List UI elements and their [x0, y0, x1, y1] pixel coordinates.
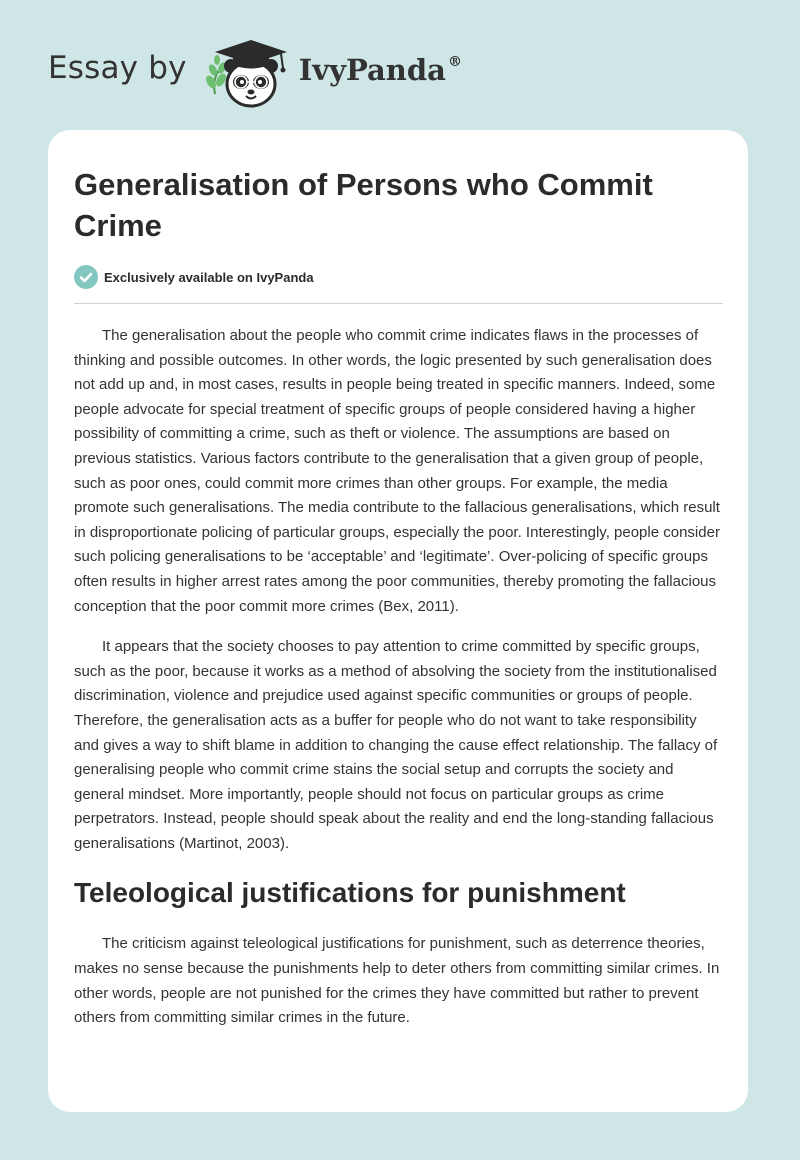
- check-circle-icon: [74, 265, 98, 289]
- essay-card: [48, 130, 748, 1112]
- site-logo[interactable]: [48, 32, 462, 112]
- exclusive-badge: [74, 264, 723, 290]
- paragraph: It appears that the society chooses to pay attention to crime committed by specific groups, such as the poor, because it works as a method of absolving the society from the institutionalised discrimination, violence and prejudice used against specific communities or groups of people. Therefore, the generalisation acts as a buffer for people who do not want to take responsibility and gives a way to shift blame in addition to changing the cause effect relationship. The fallacy of generalising people who commit crime stains the social setup and corrupts the society and general mindset. More importantly, people should not focus on particular groups as crime perpetrators. Instead, people should speak about the reality and end the long-standing fallacious generalisations (Martinot, 2003).: [74, 638, 718, 852]
- trademark-symbol: ®: [447, 54, 462, 71]
- article-body: [74, 324, 723, 1031]
- paragraph: The criticism against teleological justifications for punishment, such as deterrence theories, makes no sense because the punishments help to deter others from committing similar crimes. In other words, people are not punished for the crimes they have committed but rather to prevent others from committing similar crimes in the future.: [74, 935, 720, 1027]
- exclusive-label: Exclusively available on IvyPanda: [104, 269, 314, 285]
- section-heading: Teleological justifications for punishment: [74, 877, 626, 909]
- leaf-sprig-icon: [204, 55, 228, 94]
- page-title: Generalisation of Persons who Commit Crime: [74, 167, 653, 243]
- divider: [74, 303, 723, 304]
- paragraph: The generalisation about the people who commit crime indicates flaws in the processes of thinking and possible outcomes. In other words, the logic presented by such generalisation does not add up and, in most cases, results in people being treated in specific manners. Indeed, some people advocate for special treatment of specific groups of people considered having a higher possibility of committing a crime, such as theft or violence. The assumptions are based on previous statistics. Various factors contribute to the generalisation that a given group of people, such as poor ones, could commit more crimes than other groups. For example, the media promote such generalisations. The media contribute to the fallacious generalisations, which result in disproportionate policing of particular groups, especially the poor. Interestingly, people consider such policing generalisations to be ‘acceptable’ and ‘legitimate’. Over-policing of specific groups often results in higher arrest rates among the poor communities, thereby promoting the fallacious conception that the poor commit more crimes (Bex, 2011).: [74, 327, 720, 615]
- panda-graduation-cap-icon: [201, 32, 293, 112]
- essay-content: [74, 164, 723, 1047]
- essay-by-label: Essay by: [48, 50, 187, 86]
- brand-name: IvyPanda ®: [298, 53, 462, 87]
